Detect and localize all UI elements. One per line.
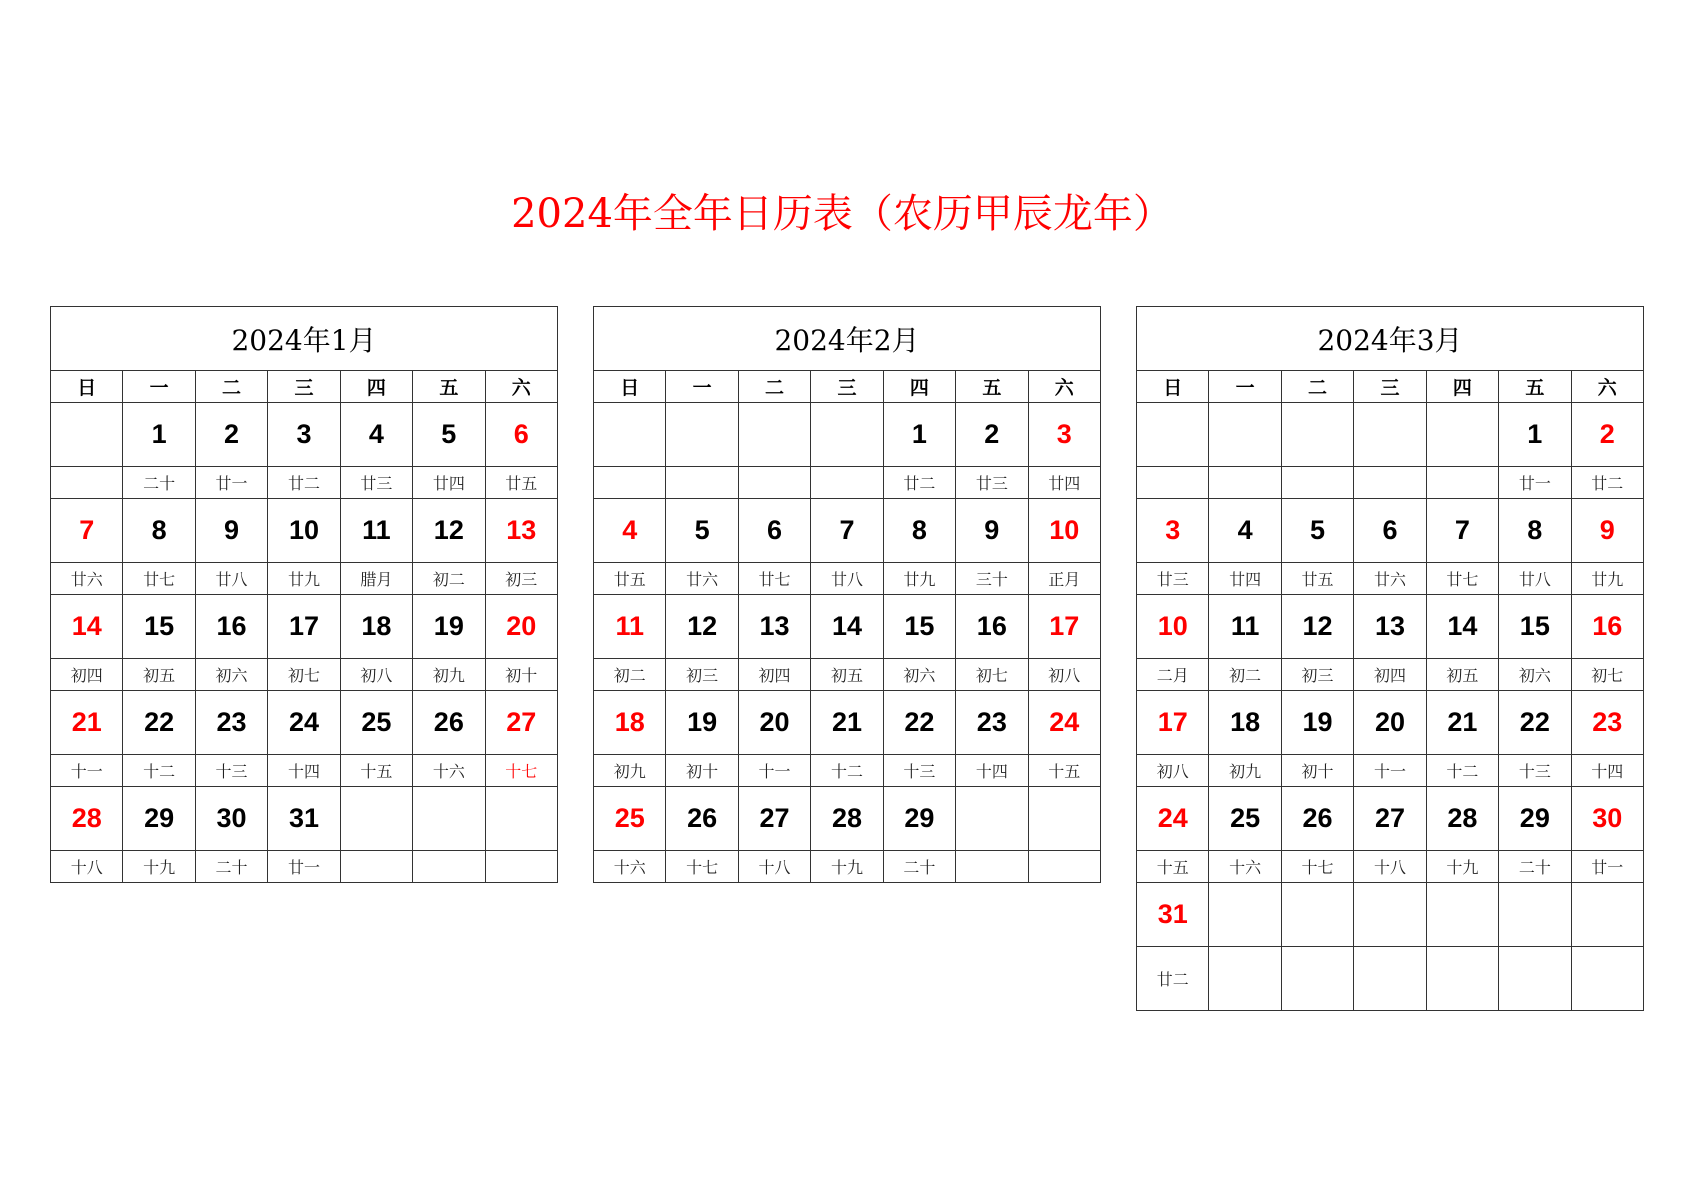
lunar-cell: 十五: [1137, 851, 1209, 883]
lunar-cell: 二十: [123, 467, 195, 499]
lunar-cell: 十三: [1499, 755, 1571, 787]
day-cell: 29: [1499, 787, 1571, 851]
lunar-cell: [485, 851, 557, 883]
lunar-cell: 廿八: [1499, 563, 1571, 595]
day-cell: 21: [1426, 691, 1498, 755]
page-title: 2024年全年日历表（农历甲辰龙年）: [511, 191, 1173, 237]
lunar-cell: 二十: [883, 851, 955, 883]
date-row: [51, 499, 558, 563]
day-cell: 23: [956, 691, 1028, 755]
date-row: [51, 595, 558, 659]
lunar-cell: 廿二: [1137, 947, 1209, 1011]
day-cell: 4: [340, 403, 412, 467]
lunar-cell: 十三: [195, 755, 267, 787]
day-cell: 5: [666, 499, 738, 563]
lunar-row: [1137, 947, 1644, 1011]
lunar-cell: [1426, 467, 1498, 499]
weekday-header: 二: [195, 371, 267, 403]
lunar-cell: 腊月: [340, 563, 412, 595]
day-cell: 21: [51, 691, 123, 755]
lunar-cell: 初九: [413, 659, 485, 691]
lunar-cell: [51, 467, 123, 499]
lunar-cell: 十二: [123, 755, 195, 787]
day-cell: 26: [1281, 787, 1353, 851]
lunar-cell: 初九: [594, 755, 666, 787]
day-cell: 24: [268, 691, 340, 755]
weekday-header: 二: [1281, 371, 1353, 403]
weekday-header: 六: [1028, 371, 1100, 403]
day-cell: 10: [268, 499, 340, 563]
day-cell: 11: [340, 499, 412, 563]
day-cell: 10: [1028, 499, 1100, 563]
weekday-header: 五: [956, 371, 1028, 403]
lunar-cell: 十七: [485, 755, 557, 787]
day-cell: [1354, 403, 1426, 467]
day-cell: 14: [811, 595, 883, 659]
lunar-cell: 初五: [123, 659, 195, 691]
lunar-cell: 廿九: [1571, 563, 1643, 595]
day-cell: [51, 403, 123, 467]
lunar-cell: [666, 467, 738, 499]
day-cell: 9: [195, 499, 267, 563]
day-cell: [1571, 883, 1643, 947]
day-cell: 4: [1209, 499, 1281, 563]
lunar-cell: 廿二: [268, 467, 340, 499]
day-cell: 15: [883, 595, 955, 659]
day-cell: [1426, 883, 1498, 947]
lunar-cell: 廿五: [1281, 563, 1353, 595]
lunar-cell: 廿三: [1137, 563, 1209, 595]
day-cell: [956, 787, 1028, 851]
day-cell: 7: [1426, 499, 1498, 563]
lunar-cell: [1028, 851, 1100, 883]
lunar-cell: 二十: [1499, 851, 1571, 883]
day-cell: 6: [1354, 499, 1426, 563]
date-row: [1137, 403, 1644, 467]
day-cell: [340, 787, 412, 851]
lunar-cell: 廿八: [195, 563, 267, 595]
lunar-cell: 十六: [413, 755, 485, 787]
weekday-header: 日: [594, 371, 666, 403]
day-cell: 1: [123, 403, 195, 467]
lunar-cell: 初八: [1028, 659, 1100, 691]
lunar-cell: 廿六: [1354, 563, 1426, 595]
day-cell: 26: [666, 787, 738, 851]
lunar-cell: 廿六: [666, 563, 738, 595]
day-cell: 25: [1209, 787, 1281, 851]
day-cell: 7: [811, 499, 883, 563]
lunar-row: [594, 659, 1101, 691]
date-row: [594, 499, 1101, 563]
day-cell: 19: [413, 595, 485, 659]
date-row: [1137, 595, 1644, 659]
day-cell: 13: [738, 595, 810, 659]
day-cell: 20: [738, 691, 810, 755]
day-cell: 17: [268, 595, 340, 659]
lunar-cell: [1571, 947, 1643, 1011]
day-cell: 4: [594, 499, 666, 563]
day-cell: 10: [1137, 595, 1209, 659]
lunar-cell: 廿三: [340, 467, 412, 499]
lunar-cell: 初七: [1571, 659, 1643, 691]
lunar-row: [1137, 467, 1644, 499]
lunar-cell: 廿八: [811, 563, 883, 595]
day-cell: 11: [1209, 595, 1281, 659]
day-cell: 16: [956, 595, 1028, 659]
day-cell: [1281, 883, 1353, 947]
day-cell: 25: [594, 787, 666, 851]
lunar-cell: 十九: [123, 851, 195, 883]
lunar-row: [1137, 755, 1644, 787]
weekday-header: 一: [666, 371, 738, 403]
day-cell: 8: [883, 499, 955, 563]
day-cell: 18: [1209, 691, 1281, 755]
day-cell: 31: [268, 787, 340, 851]
day-cell: 24: [1137, 787, 1209, 851]
day-cell: 2: [956, 403, 1028, 467]
lunar-cell: 二十: [195, 851, 267, 883]
lunar-cell: [594, 467, 666, 499]
day-cell: [413, 787, 485, 851]
lunar-cell: 初九: [1209, 755, 1281, 787]
day-cell: 24: [1028, 691, 1100, 755]
day-cell: 3: [268, 403, 340, 467]
day-cell: 28: [51, 787, 123, 851]
lunar-cell: 十五: [340, 755, 412, 787]
lunar-cell: 廿九: [268, 563, 340, 595]
day-cell: 1: [1499, 403, 1571, 467]
lunar-row: [594, 563, 1101, 595]
lunar-cell: [1426, 947, 1498, 1011]
lunar-cell: 廿七: [1426, 563, 1498, 595]
date-row: [1137, 499, 1644, 563]
date-row: [51, 787, 558, 851]
date-row: [1137, 787, 1644, 851]
lunar-cell: [1499, 947, 1571, 1011]
lunar-cell: 十四: [1571, 755, 1643, 787]
lunar-cell: 初三: [485, 563, 557, 595]
day-cell: 25: [340, 691, 412, 755]
lunar-cell: 十一: [1354, 755, 1426, 787]
lunar-cell: 十一: [51, 755, 123, 787]
lunar-cell: [1209, 467, 1281, 499]
date-row: [594, 787, 1101, 851]
lunar-row: [51, 659, 558, 691]
day-cell: [1209, 883, 1281, 947]
date-row: [51, 691, 558, 755]
weekday-header: 一: [123, 371, 195, 403]
day-cell: 13: [485, 499, 557, 563]
lunar-cell: 十九: [1426, 851, 1498, 883]
lunar-cell: 二月: [1137, 659, 1209, 691]
lunar-row: [51, 755, 558, 787]
day-cell: 26: [413, 691, 485, 755]
lunar-cell: 初三: [1281, 659, 1353, 691]
lunar-cell: 十七: [1281, 851, 1353, 883]
lunar-cell: [1209, 947, 1281, 1011]
lunar-row: [594, 467, 1101, 499]
day-cell: 12: [1281, 595, 1353, 659]
lunar-cell: 十六: [594, 851, 666, 883]
weekday-header: 日: [51, 371, 123, 403]
lunar-cell: 廿二: [1571, 467, 1643, 499]
lunar-row: [51, 851, 558, 883]
day-cell: 15: [1499, 595, 1571, 659]
day-cell: 27: [738, 787, 810, 851]
lunar-row: [1137, 659, 1644, 691]
month-caption: 2024年2月: [594, 307, 1101, 371]
day-cell: 5: [1281, 499, 1353, 563]
lunar-cell: 初五: [811, 659, 883, 691]
day-cell: 2: [1571, 403, 1643, 467]
weekday-header: 一: [1209, 371, 1281, 403]
weekday-header: 五: [413, 371, 485, 403]
day-cell: 3: [1137, 499, 1209, 563]
day-cell: [594, 403, 666, 467]
lunar-cell: 初四: [1354, 659, 1426, 691]
weekday-header: 日: [1137, 371, 1209, 403]
lunar-cell: 三十: [956, 563, 1028, 595]
day-cell: [1281, 403, 1353, 467]
lunar-cell: [811, 467, 883, 499]
day-cell: 12: [413, 499, 485, 563]
lunar-cell: 初十: [666, 755, 738, 787]
month-table-february: [593, 306, 1101, 883]
day-cell: 9: [1571, 499, 1643, 563]
lunar-cell: 廿四: [1028, 467, 1100, 499]
day-cell: 19: [666, 691, 738, 755]
lunar-cell: 十五: [1028, 755, 1100, 787]
lunar-cell: 十三: [883, 755, 955, 787]
lunar-cell: 初七: [268, 659, 340, 691]
weekday-header: 二: [738, 371, 810, 403]
day-cell: 12: [666, 595, 738, 659]
lunar-cell: 初八: [1137, 755, 1209, 787]
lunar-row: [1137, 851, 1644, 883]
day-cell: 30: [195, 787, 267, 851]
day-cell: 31: [1137, 883, 1209, 947]
lunar-cell: 十八: [51, 851, 123, 883]
weekday-header: 六: [1571, 371, 1643, 403]
lunar-cell: 初六: [1499, 659, 1571, 691]
month-caption: 2024年3月: [1137, 307, 1644, 371]
lunar-cell: 廿七: [123, 563, 195, 595]
date-row: [594, 403, 1101, 467]
day-cell: [1028, 787, 1100, 851]
month-table-march: [1136, 306, 1644, 1011]
day-cell: 14: [1426, 595, 1498, 659]
day-cell: 14: [51, 595, 123, 659]
lunar-cell: 初七: [956, 659, 1028, 691]
lunar-cell: 十九: [811, 851, 883, 883]
day-cell: 30: [1571, 787, 1643, 851]
lunar-cell: [1281, 947, 1353, 1011]
day-cell: 8: [1499, 499, 1571, 563]
day-cell: 23: [1571, 691, 1643, 755]
lunar-cell: 廿五: [594, 563, 666, 595]
date-row: [594, 691, 1101, 755]
lunar-cell: 初十: [485, 659, 557, 691]
day-cell: 19: [1281, 691, 1353, 755]
day-cell: [485, 787, 557, 851]
day-cell: [738, 403, 810, 467]
lunar-cell: [956, 851, 1028, 883]
lunar-cell: 廿六: [51, 563, 123, 595]
day-cell: 9: [956, 499, 1028, 563]
day-cell: 20: [485, 595, 557, 659]
day-cell: 29: [123, 787, 195, 851]
day-cell: [1354, 883, 1426, 947]
lunar-cell: 初二: [413, 563, 485, 595]
lunar-row: [1137, 563, 1644, 595]
weekday-header: 三: [268, 371, 340, 403]
day-cell: 17: [1028, 595, 1100, 659]
lunar-cell: 廿五: [485, 467, 557, 499]
day-cell: 29: [883, 787, 955, 851]
day-cell: [1499, 883, 1571, 947]
month-table-january: [50, 306, 558, 883]
lunar-cell: 初十: [1281, 755, 1353, 787]
lunar-cell: 初二: [594, 659, 666, 691]
lunar-cell: 十七: [666, 851, 738, 883]
lunar-cell: 十六: [1209, 851, 1281, 883]
weekday-header: 四: [883, 371, 955, 403]
lunar-cell: [340, 851, 412, 883]
day-cell: 28: [1426, 787, 1498, 851]
lunar-cell: 初五: [1426, 659, 1498, 691]
day-cell: 23: [195, 691, 267, 755]
lunar-cell: 廿一: [268, 851, 340, 883]
lunar-cell: 十四: [956, 755, 1028, 787]
lunar-cell: 初三: [666, 659, 738, 691]
day-cell: 5: [413, 403, 485, 467]
lunar-cell: 十二: [811, 755, 883, 787]
day-cell: 13: [1354, 595, 1426, 659]
month-caption: 2024年1月: [51, 307, 558, 371]
day-cell: 27: [485, 691, 557, 755]
lunar-cell: 廿三: [956, 467, 1028, 499]
date-row: [51, 403, 558, 467]
day-cell: 2: [195, 403, 267, 467]
lunar-cell: 初四: [51, 659, 123, 691]
lunar-cell: 廿二: [883, 467, 955, 499]
weekday-header: 六: [485, 371, 557, 403]
lunar-row: [51, 563, 558, 595]
weekday-header: 四: [340, 371, 412, 403]
day-cell: 6: [485, 403, 557, 467]
lunar-row: [51, 467, 558, 499]
day-cell: 8: [123, 499, 195, 563]
weekday-header: 五: [1499, 371, 1571, 403]
day-cell: 1: [883, 403, 955, 467]
lunar-cell: 正月: [1028, 563, 1100, 595]
lunar-cell: 十八: [738, 851, 810, 883]
day-cell: 20: [1354, 691, 1426, 755]
lunar-cell: 廿七: [738, 563, 810, 595]
day-cell: 22: [1499, 691, 1571, 755]
lunar-cell: [738, 467, 810, 499]
day-cell: 11: [594, 595, 666, 659]
day-cell: 22: [883, 691, 955, 755]
lunar-cell: 廿一: [1499, 467, 1571, 499]
day-cell: 16: [195, 595, 267, 659]
lunar-cell: 初六: [883, 659, 955, 691]
day-cell: 18: [594, 691, 666, 755]
lunar-cell: [1354, 947, 1426, 1011]
lunar-row: [594, 851, 1101, 883]
lunar-cell: [1281, 467, 1353, 499]
lunar-cell: 初八: [340, 659, 412, 691]
day-cell: 17: [1137, 691, 1209, 755]
lunar-cell: 廿四: [413, 467, 485, 499]
day-cell: 27: [1354, 787, 1426, 851]
day-cell: 28: [811, 787, 883, 851]
weekday-header: 三: [1354, 371, 1426, 403]
lunar-cell: [413, 851, 485, 883]
day-cell: 16: [1571, 595, 1643, 659]
day-cell: [1209, 403, 1281, 467]
date-row: [1137, 883, 1644, 947]
lunar-cell: 初四: [738, 659, 810, 691]
lunar-cell: 十八: [1354, 851, 1426, 883]
day-cell: 15: [123, 595, 195, 659]
lunar-cell: 十一: [738, 755, 810, 787]
day-cell: 22: [123, 691, 195, 755]
lunar-row: [594, 755, 1101, 787]
day-cell: [1426, 403, 1498, 467]
day-cell: 7: [51, 499, 123, 563]
lunar-cell: 十二: [1426, 755, 1498, 787]
day-cell: 3: [1028, 403, 1100, 467]
lunar-cell: 廿一: [195, 467, 267, 499]
lunar-cell: [1137, 467, 1209, 499]
day-cell: 21: [811, 691, 883, 755]
day-cell: 6: [738, 499, 810, 563]
lunar-cell: 廿四: [1209, 563, 1281, 595]
lunar-cell: 廿九: [883, 563, 955, 595]
lunar-cell: 廿一: [1571, 851, 1643, 883]
lunar-cell: 初二: [1209, 659, 1281, 691]
date-row: [594, 595, 1101, 659]
lunar-cell: 十四: [268, 755, 340, 787]
lunar-cell: 初六: [195, 659, 267, 691]
day-cell: [811, 403, 883, 467]
weekday-header: 三: [811, 371, 883, 403]
lunar-cell: [1354, 467, 1426, 499]
weekday-header: 四: [1426, 371, 1498, 403]
day-cell: [1137, 403, 1209, 467]
date-row: [1137, 691, 1644, 755]
day-cell: 18: [340, 595, 412, 659]
day-cell: [666, 403, 738, 467]
